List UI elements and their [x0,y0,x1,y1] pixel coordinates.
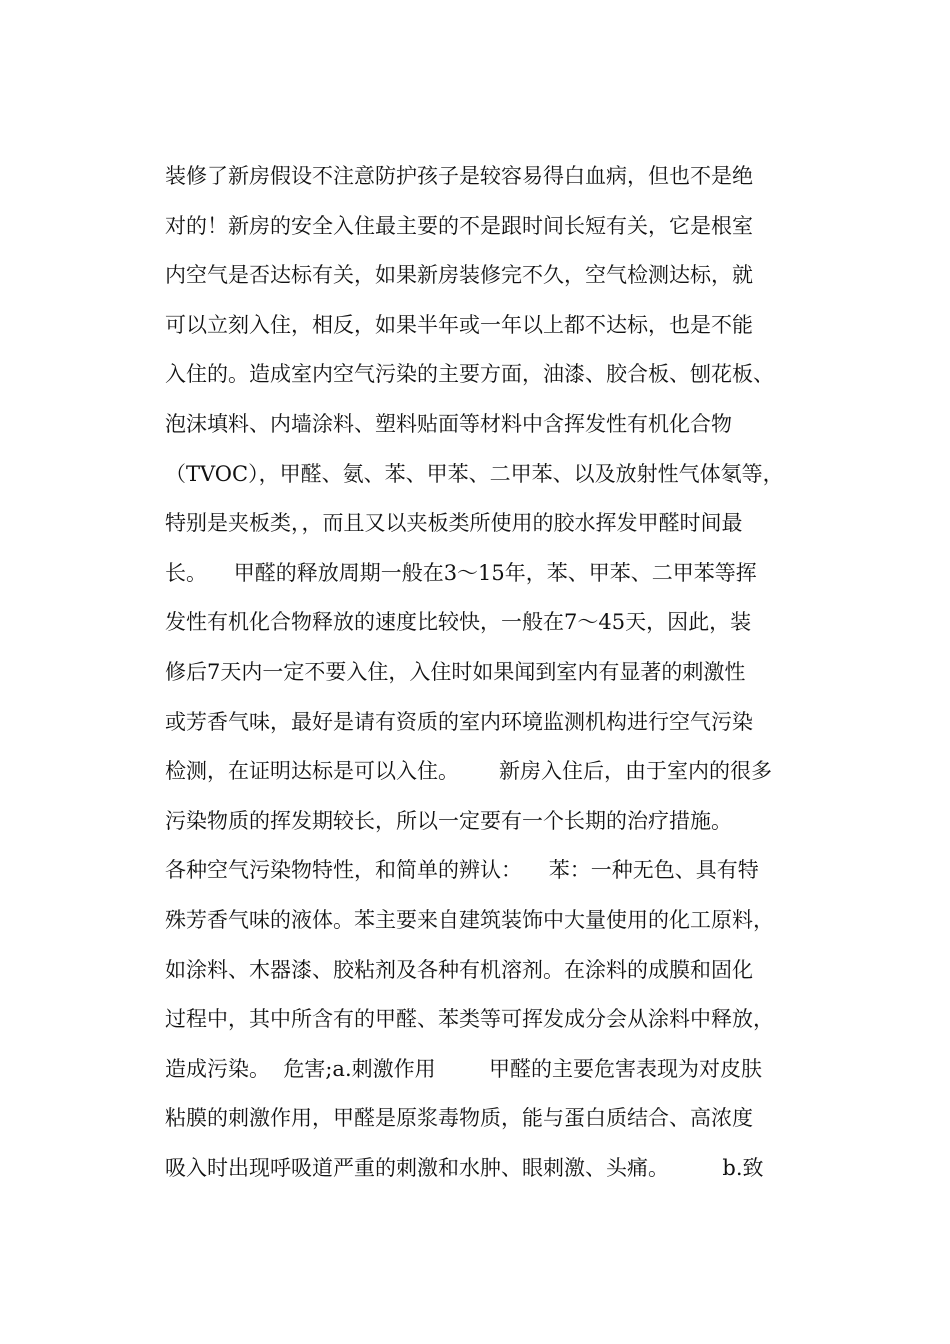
text-line: 特别是夹板类，，而且又以夹板类所使用的胶水挥发甲醛时间最 [165,511,743,536]
text-line: 或芳香气味，最好是请有资质的室内环境监测机构进行空气污染 [165,709,753,734]
text-line: 粘膜的刺激作用，甲醛是原浆毒物质，能与蛋白质结合、高浓度 [165,1106,753,1131]
text-line: 对的！新房的安全入住最主要的不是跟时间长短有关，它是根室 [165,213,753,238]
text-line: 可以立刻入住，相反，如果半年或一年以上都不达标，也是不能 [165,312,753,337]
text-line: 修后7天内一定不要入住，入住时如果闻到室内有显著的刺激性 [165,659,746,684]
text-line: 发性有机化合物释放的速度比较快，一般在7～45天，因此，装 [165,610,752,635]
text-line: 装修了新房假设不注意防护孩子是较容易得白血病，但也不是绝 [165,164,753,188]
text-line: 泡沫填料、内墙涂料、塑料贴面等材料中含挥发性有机化合物 [165,411,732,436]
text-line: 检测，在证明达标是可以入住。 新房入住后，由于室内的很多 [165,759,773,784]
body-text [165,152,815,1193]
text-line: 各种空气污染物特性，和简单的辨认： 苯：一种无色、具有特 [165,858,759,883]
text-line: 污染物质的挥发期较长，所以一定要有一个长期的治疗措施。 [165,808,732,833]
text-line: 造成污染。 危害;a.刺激作用 甲醛的主要危害表现为对皮肤 [165,1056,763,1081]
text-line: 内空气是否达标有关，如果新房装修完不久，空气检测达标，就 [165,263,753,288]
text-line: 吸入时出现呼吸道严重的刺激和水肿、眼刺激、头痛。 b.致 [165,1155,764,1180]
text-line: 过程中，其中所含有的甲醛、苯类等可挥发成分会从涂料中释放， [165,1007,774,1032]
text-line: 殊芳香气味的液体。苯主要来自建筑装饰中大量使用的化工原料， [165,907,774,932]
text-line: （TVOC），甲醛、氨、苯、甲苯、二甲苯、以及放射性气体氡等， [165,461,784,486]
text-line: 如涂料、木器漆、胶粘剂及各种有机溶剂。在涂料的成膜和固化 [165,957,753,982]
text-line: 长。 甲醛的释放周期一般在3～15年，苯、甲苯、二甲苯等挥 [165,560,757,585]
text-line: 入住的。造成室内空气污染的主要方面，油漆、胶合板、刨花板、 [165,362,774,387]
